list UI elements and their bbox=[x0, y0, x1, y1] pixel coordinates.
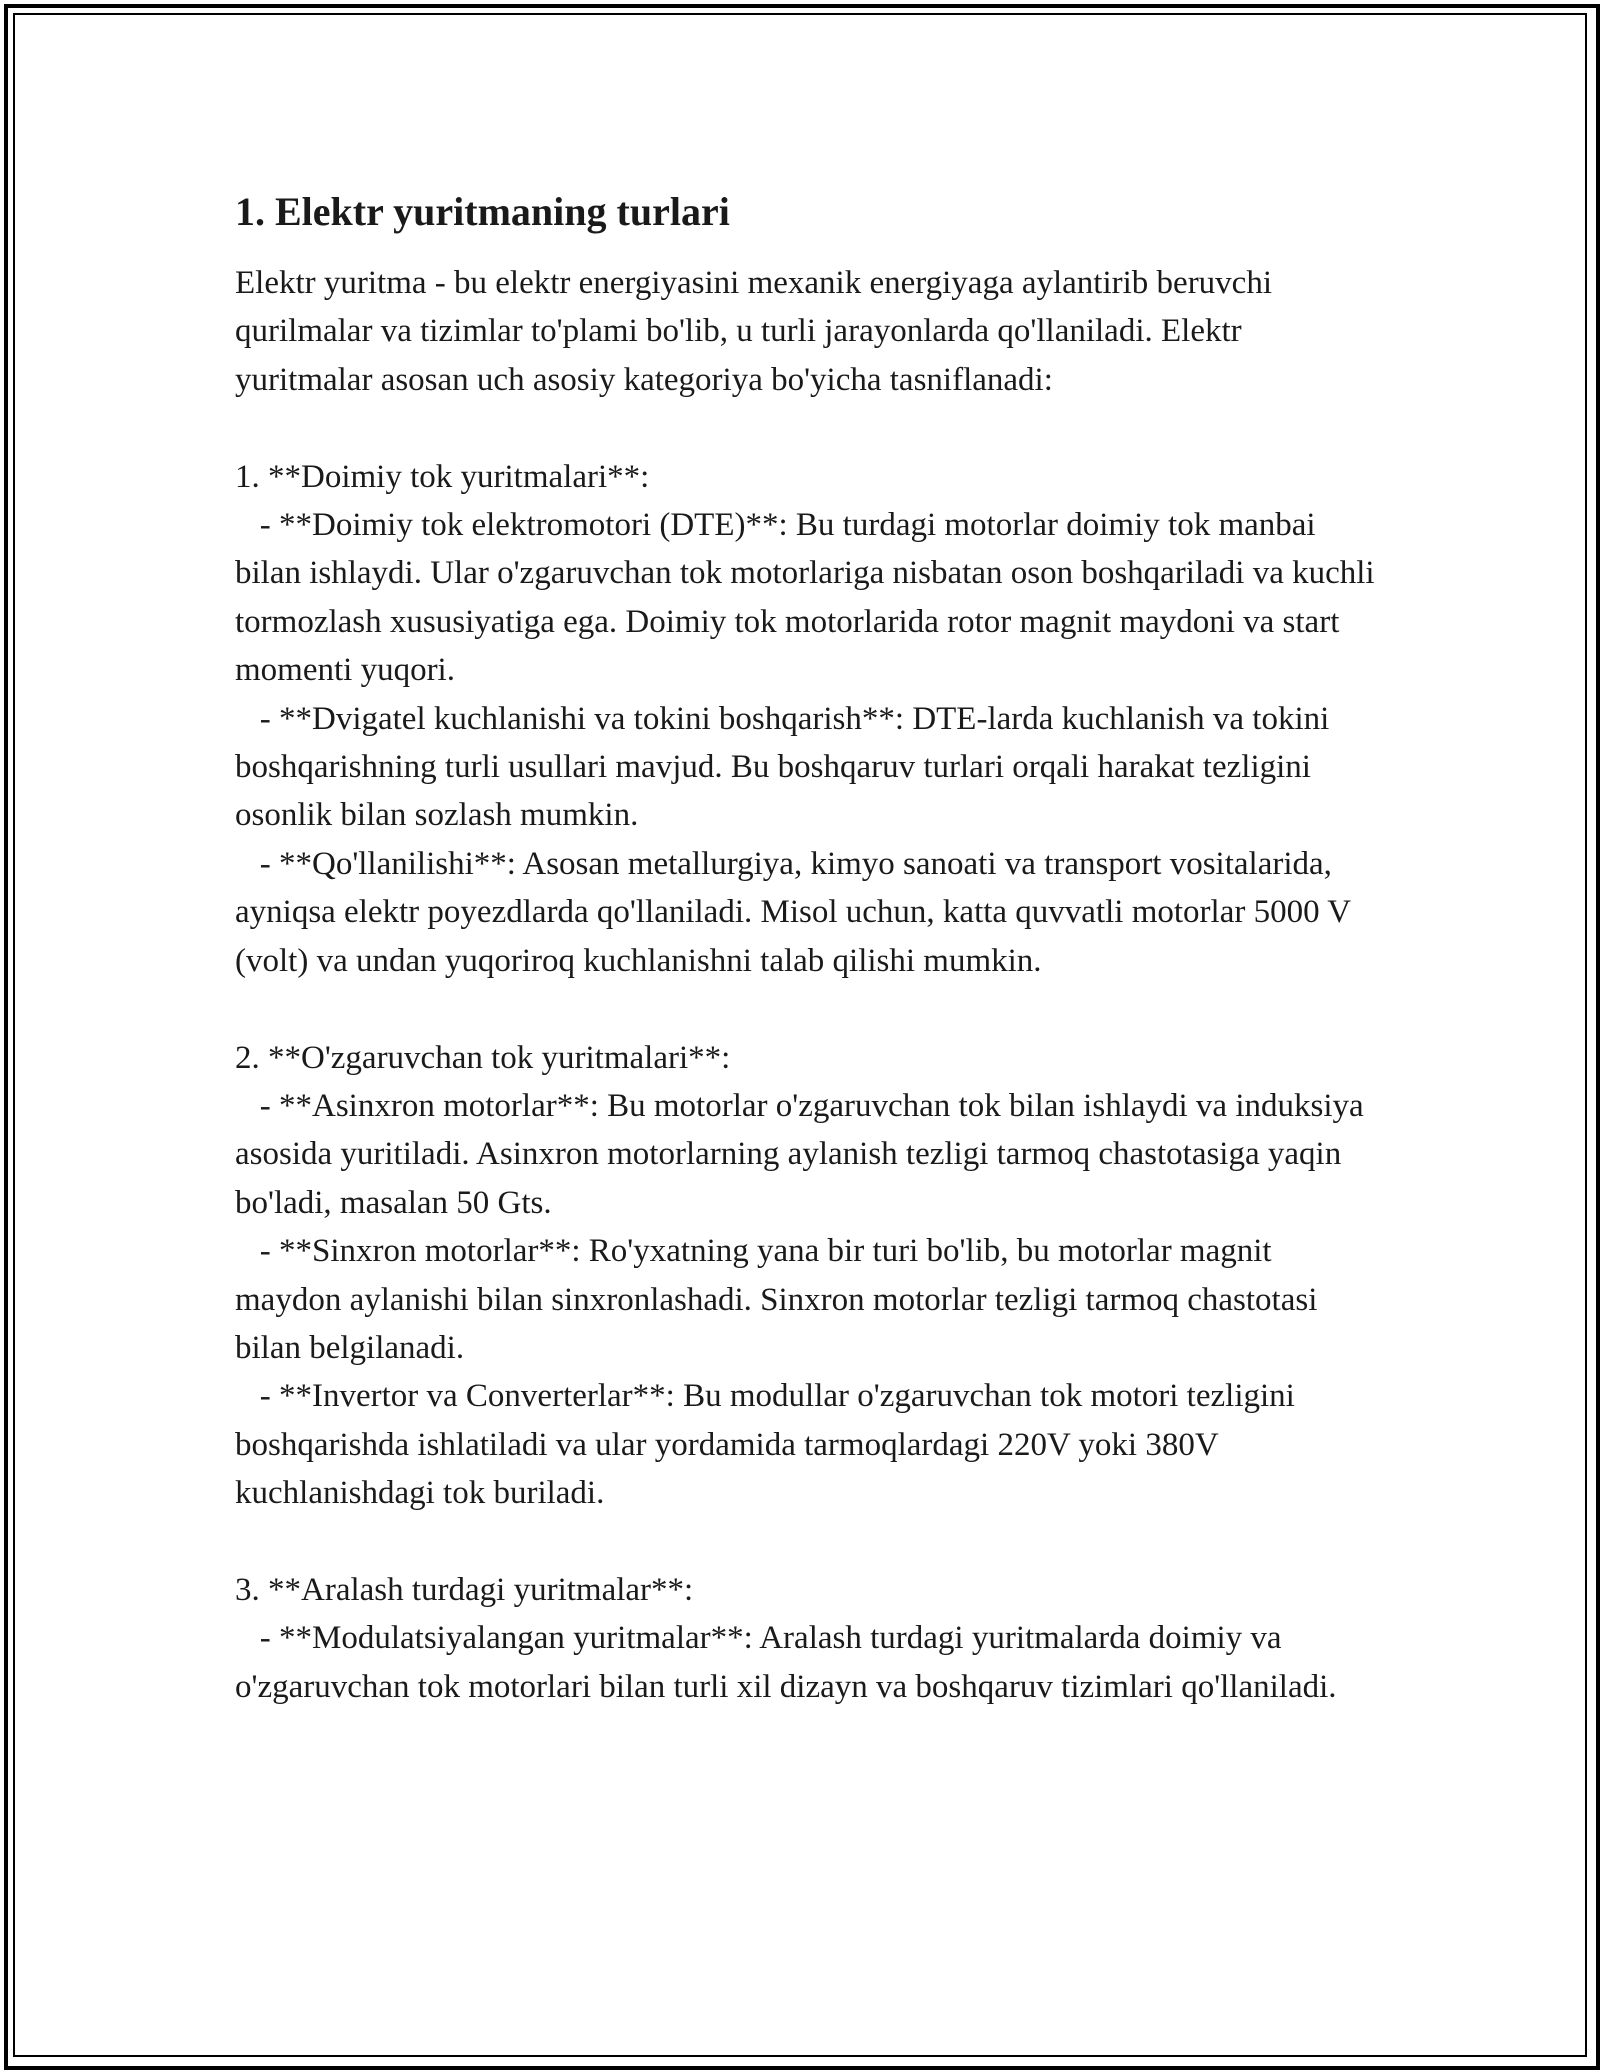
document-title: 1. Elektr yuritmaning turlari bbox=[235, 189, 730, 234]
document-body: Elektr yuritma - bu elektr energiyasini mexanik energiyaga aylantirib beruvchi qurilmalar va tizimlar to'plami bo'lib, u turli jarayonlarda qo'llaniladi. Elektr yuritmalar asosan uch asosiy kategoriya bo'yicha tasniflanadi: 1. **Doimiy tok yuritmalari**: - **Doimiy tok elektromotori (DTE)**: Bu turdagi motorlar doimiy tok manbai bilan ishlaydi. Ular o'zgaruvchan tok motorlariga nisbatan oson boshqariladi va kuchli tormozlash xususiyatiga ega. Doimiy tok motorlarida rotor magnit maydoni va start momenti yuqori. - **Dvigatel kuchlanishi va tokini boshqarish**: DTE-larda kuchlanish va tokini boshqarishning turli usullari mavjud. Bu boshqaruv turlari orqali harakat tezligini osonlik bilan sozlash mumkin. - **Qo'llanilishi**: Asosan metallurgiya, kimyo sanoati va transport vositalarida, ayniqsa elektr poyezdlarda qo'llaniladi. Misol uchun, katta quvvatli motorlar 5000 V (volt) va undan yuqoriroq kuchlanishni talab qilishi mumkin. 2. **O'zgaruvchan tok yuritmalari**: - **Asinxron motorlar**: Bu motorlar o'zgaruvchan tok bilan ishlaydi va induksiya asosida yuritiladi. Asinxron motorlarning aylanish tezligi tarmoq chastotasiga yaqin bo'ladi, masalan 50 Gts. - **Sinxron motorlar**: Ro'yxatning yana bir turi bo'lib, bu motorlar magnit maydon aylanishi bilan sinxronlashadi. Sinxron motorlar tezligi tarmoq chastotasi bilan belgilanadi. - **Invertor va Converterlar**: Bu modullar o'zgaruvchan tok motori tezligini boshqarishda ishlatiladi va ular yordamida tarmoqlardagi 220V yoki 380V kuchlanishdagi tok buriladi. 3. **Aralash turdagi yuritmalar**: - **Modulatsiyalangan yuritmalar**: Aralash turdagi yuritmalarda doimiy va o'zgaruvchan tok motorlari bilan turli xil dizayn va boshqaruv tizimlari qo'llaniladi. bbox=[235, 265, 1375, 1705]
document-content bbox=[235, 185, 1380, 1711]
